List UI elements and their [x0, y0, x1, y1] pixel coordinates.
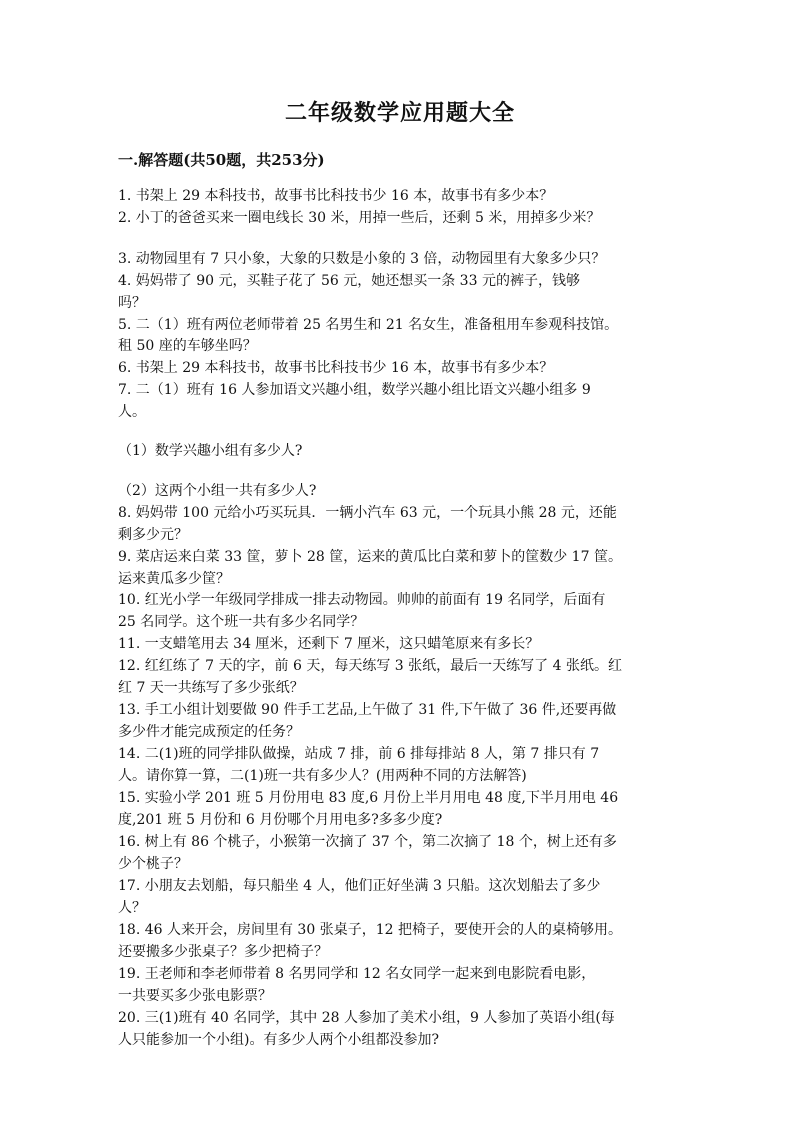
question-2: 2. 小丁的爸爸买来一圈电线长 30 米，用掉一些后，还剩 5 米，用掉多少米？ — [118, 210, 601, 226]
question-5-line-1: 5. 二（1）班有两位老师带着 25 名男生和 21 名女生，准备租用车参观科技馆。 — [118, 317, 619, 333]
question-9-line-2: 运来黄瓜多少筐？ — [118, 571, 230, 587]
question-16-line-1: 16. 树上有 86 个桃子，小猴第一次摘了 37 个，第二次摘了 18 个，树上还有多 — [118, 834, 617, 850]
question-12-line-2: 红 7 天一共练写了多少张纸？ — [118, 680, 304, 696]
question-10-line-1: 10. 红光小学一年级同学排成一排去动物园。帅帅的前面有 19 名同学，后面有 — [118, 592, 606, 608]
question-4-line-1: 4. 妈妈带了 90 元，买鞋子花了 56 元，她还想买一条 33 元的裤子，钱够 — [118, 273, 580, 289]
question-13-line-1: 13. 手工小组计划要做 90 件手工艺品,上午做了 31 件,下午做了 36 件,还要再做 — [118, 702, 617, 718]
question-18-line-2: 还要搬多少张桌子？多少把椅子？ — [118, 944, 328, 960]
question-14-line-1: 14. 二(1)班的同学排队做操，站成 7 排，前 6 排每排站 8 人，第 7 排只有 7 — [118, 746, 600, 762]
question-7-sub-2: （2）这两个小组一共有多少人? — [118, 483, 317, 499]
question-4-line-2: 吗？ — [118, 295, 146, 311]
question-10-line-2: 25 名同学。这个班一共有多少名同学？ — [118, 614, 365, 630]
page-title: 二年级数学应用题大全 — [284, 100, 515, 126]
question-16-line-2: 少个桃子？ — [118, 856, 188, 872]
question-13-line-2: 多少件才能完成预定的任务？ — [118, 724, 300, 740]
question-15-line-1: 15. 实验小学 201 班 5 月份用电 83 度,6 月份上半月用电 48 度,下半月用电 46 — [118, 790, 619, 806]
question-7-line-2: 人。 — [118, 404, 146, 420]
question-19-line-1: 19. 王老师和李老师带着 8 名男同学和 12 名女同学一起来到电影院看电影， — [118, 966, 596, 982]
question-5-line-2: 租 50 座的车够坐吗？ — [118, 338, 257, 354]
question-20-line-2: 人只能参加一个小组)。有多少人两个小组都没参加? — [118, 1032, 439, 1048]
section-heading: 一.解答题(共50题，共253分) — [118, 151, 325, 169]
question-19-line-2: 一共要买多少张电影票？ — [118, 988, 272, 1004]
question-6: 6. 书架上 29 本科技书，故事书比科技书少 16 本，故事书有多少本？ — [118, 360, 554, 376]
question-8-line-2: 剩多少元？ — [118, 527, 188, 543]
question-17-line-1: 17. 小朋友去划船，每只船坐 4 人，他们正好坐满 3 只船。这次划船去了多少 — [118, 878, 601, 894]
question-7-sub-1: （1）数学兴趣小组有多少人? — [118, 443, 303, 459]
question-9-line-1: 9. 菜店运来白菜 33 筐，萝卜 28 筐，运来的黄瓜比白菜和萝卜的筐数少 17 筐。 — [118, 549, 622, 565]
question-11: 11. 一支蜡笔用去 34 厘米，还剩下 7 厘米，这只蜡笔原来有多长？ — [118, 636, 540, 652]
question-18-line-1: 18. 46 人来开会，房间里有 30 张桌子，12 把椅子，要使开会的人的桌椅够用。 — [118, 922, 622, 938]
question-12-line-1: 12. 红红练了 7 天的字，前 6 天，每天练写 3 张纸，最后一天练写了 4 张纸。红 — [118, 658, 622, 674]
question-15-line-2: 度,201 班 5 月份和 6 月份哪个月用电多?多多少度? — [118, 812, 443, 828]
question-7-line-1: 7. 二（1）班有 16 人参加语文兴趣小组，数学兴趣小组比语文兴趣小组多 9 — [118, 382, 591, 398]
question-3: 3. 动物园里有 7 只小象，大象的只数是小象的 3 倍，动物园里有大象多少只？ — [118, 251, 606, 267]
question-1: 1. 书架上 29 本科技书，故事书比科技书少 16 本，故事书有多少本？ — [118, 188, 554, 204]
question-20-line-1: 20. 三(1)班有 40 名同学，其中 28 人参加了美术小组，9 人参加了英语小组(每 — [118, 1010, 615, 1026]
question-8-line-1: 8. 妈妈带 100 元给小巧买玩具．一辆小汽车 63 元，一个玩具小熊 28 元，还能 — [118, 505, 617, 521]
question-14-line-2: 人。请你算一算，二(1)班一共有多少人？(用两种不同的方法解答) — [118, 768, 527, 784]
question-17-line-2: 人？ — [118, 900, 146, 916]
